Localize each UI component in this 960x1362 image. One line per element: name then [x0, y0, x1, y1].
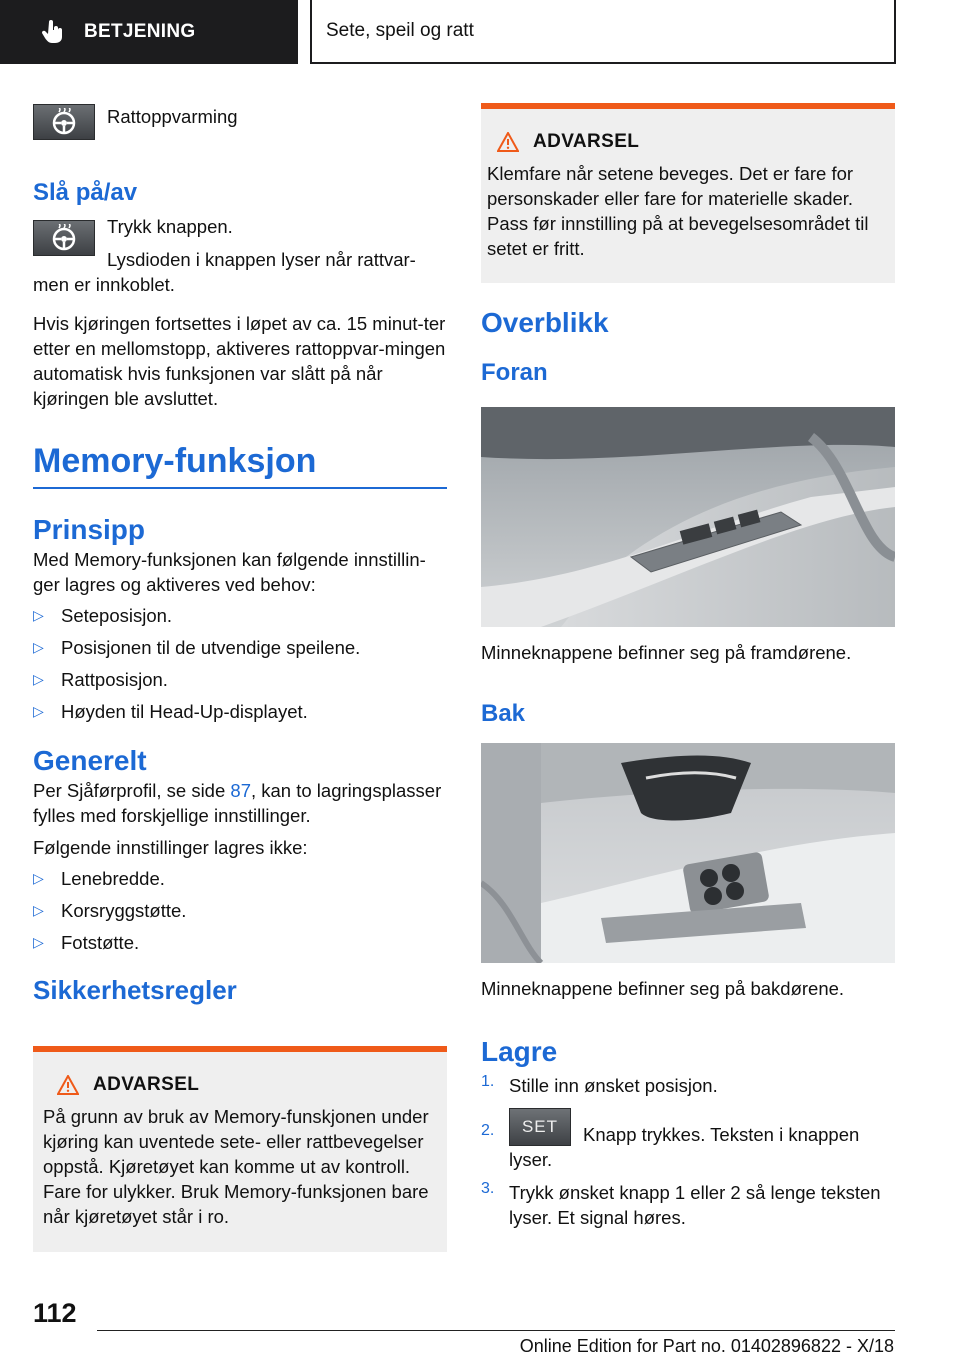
not-saved-list — [33, 866, 447, 955]
warning-triangle-icon — [57, 1075, 79, 1095]
not-saved-text: Følgende innstillinger lagres ikke: — [33, 837, 308, 858]
triangle-bullet-icon: ▷ — [33, 671, 44, 687]
header-chapter-label: Sete, speil og ratt — [326, 20, 474, 41]
warning-box-pinch — [481, 103, 895, 283]
rear-caption-block — [481, 976, 895, 1230]
principle-text: Med Memory-funksjonen kan følgende innstillin-ger lagres og aktiveres ved behov: — [33, 549, 426, 595]
heated-wheel-caption: Rattoppvarming — [107, 106, 238, 127]
footer-divider — [97, 1330, 895, 1331]
heated-steering-wheel-icon — [33, 104, 95, 140]
warning-header: ADVARSEL — [43, 1074, 437, 1096]
page-link[interactable]: 87 — [230, 780, 251, 801]
general-text: Per Sjåførprofil, se side 87, kan to lagringsplasser fylles med forskjellige innstillinger. — [33, 780, 442, 826]
memory-heading: Memory-funksjon — [33, 441, 447, 489]
page-number: 112 — [33, 1298, 77, 1328]
header-chapter-tab — [310, 0, 896, 64]
heated-steering-wheel-icon — [33, 220, 95, 256]
step-3 — [481, 1180, 895, 1230]
step-2 — [481, 1108, 895, 1172]
overview-heading: Overblikk — [481, 307, 609, 338]
onoff-heading: Slå på/av — [33, 179, 138, 206]
footer-edition: Online Edition for Part no. 01402896822 - X/18 — [519, 1336, 894, 1356]
triangle-bullet-icon: ▷ — [33, 934, 44, 950]
principle-list — [33, 603, 447, 724]
front-door-image — [481, 407, 895, 627]
general-heading: Generelt — [33, 745, 147, 776]
step-2-content — [509, 1108, 895, 1172]
hand-pointer-icon — [40, 19, 66, 45]
front-caption: Minneknappene befinner seg på framdørene. — [481, 642, 852, 663]
warning-header: ADVARSEL — [487, 131, 889, 153]
list-item: ▷ Lenebredde. — [33, 868, 165, 889]
step-text: Stille inn ønsket posisjon. — [509, 1075, 718, 1096]
step-text: Knapp trykkes. Teksten i knappen lyser. — [509, 1124, 860, 1170]
list-item: ▷ Korsryggstøtte. — [33, 900, 187, 921]
front-heading: Foran — [481, 359, 548, 386]
led-text: Lysdioden i knappen lyser når rattvar-men er innkoblet. — [33, 249, 416, 295]
warning-triangle-icon — [497, 132, 519, 152]
rear-heading: Bak — [481, 700, 526, 727]
header-section-tab — [0, 0, 298, 64]
warning-text: Klemfare når setene beveges. Det er fare for personskader eller fare for materielle skader. Pass før innstilling på at bevegelsesområdet til setet er fritt. — [487, 163, 869, 259]
right-column — [481, 306, 895, 388]
triangle-bullet-icon: ▷ — [33, 703, 44, 719]
step-number: 1. — [481, 1073, 495, 1090]
press-button-text: Trykk knappen. — [107, 216, 233, 237]
front-caption-block — [481, 640, 895, 729]
save-heading: Lagre — [481, 1036, 558, 1067]
step-text: Trykk ønsket knapp 1 eller 2 så lenge teksten lyser. Et signal høres. — [509, 1182, 881, 1228]
continue-text: Hvis kjøringen fortsettes i løpet av ca. 15 minut-ter etter en mellomstopp, aktiveres rattoppvar-mingen automatisk hvis funksjonen var slått på når kjøringen ble avsluttet. — [33, 313, 446, 409]
safety-heading: Sikkerhetsregler — [33, 975, 237, 1005]
warning-box-memory — [33, 1046, 447, 1252]
list-item: ▷ Høyden til Head-Up-displayet. — [33, 701, 308, 722]
left-column — [33, 104, 447, 1005]
heated-wheel-row — [33, 104, 447, 140]
rear-door-image — [481, 743, 895, 963]
step-number: 3. — [481, 1180, 495, 1197]
set-button-icon: SET — [509, 1108, 571, 1146]
list-item: ▷ Rattposisjon. — [33, 669, 168, 690]
triangle-bullet-icon: ▷ — [33, 870, 44, 886]
warning-text: På grunn av bruk av Memory-funskjonen under kjøring kan uventede sete- eller rattbevegelser oppstå. Kjøretøyet kan komme ut av kontroll. Fare for ulykker. Bruk Memory-funksjonen bare når kjøretøyet står i ro. — [43, 1106, 429, 1227]
principle-heading: Prinsipp — [33, 514, 146, 545]
triangle-bullet-icon: ▷ — [33, 639, 44, 655]
list-item: ▷ Seteposisjon. — [33, 605, 173, 626]
onoff-block — [33, 214, 447, 297]
step-1 — [481, 1073, 895, 1098]
list-item: ▷ Posisjonen til de utvendige speilene. — [33, 637, 361, 658]
header-section-label: BETJENING — [84, 21, 196, 42]
step-number: 2. — [481, 1122, 495, 1139]
triangle-bullet-icon: ▷ — [33, 607, 44, 623]
rear-caption: Minneknappene befinner seg på bakdørene. — [481, 978, 845, 999]
triangle-bullet-icon: ▷ — [33, 902, 44, 918]
list-item: ▷ Fotstøtte. — [33, 932, 140, 953]
